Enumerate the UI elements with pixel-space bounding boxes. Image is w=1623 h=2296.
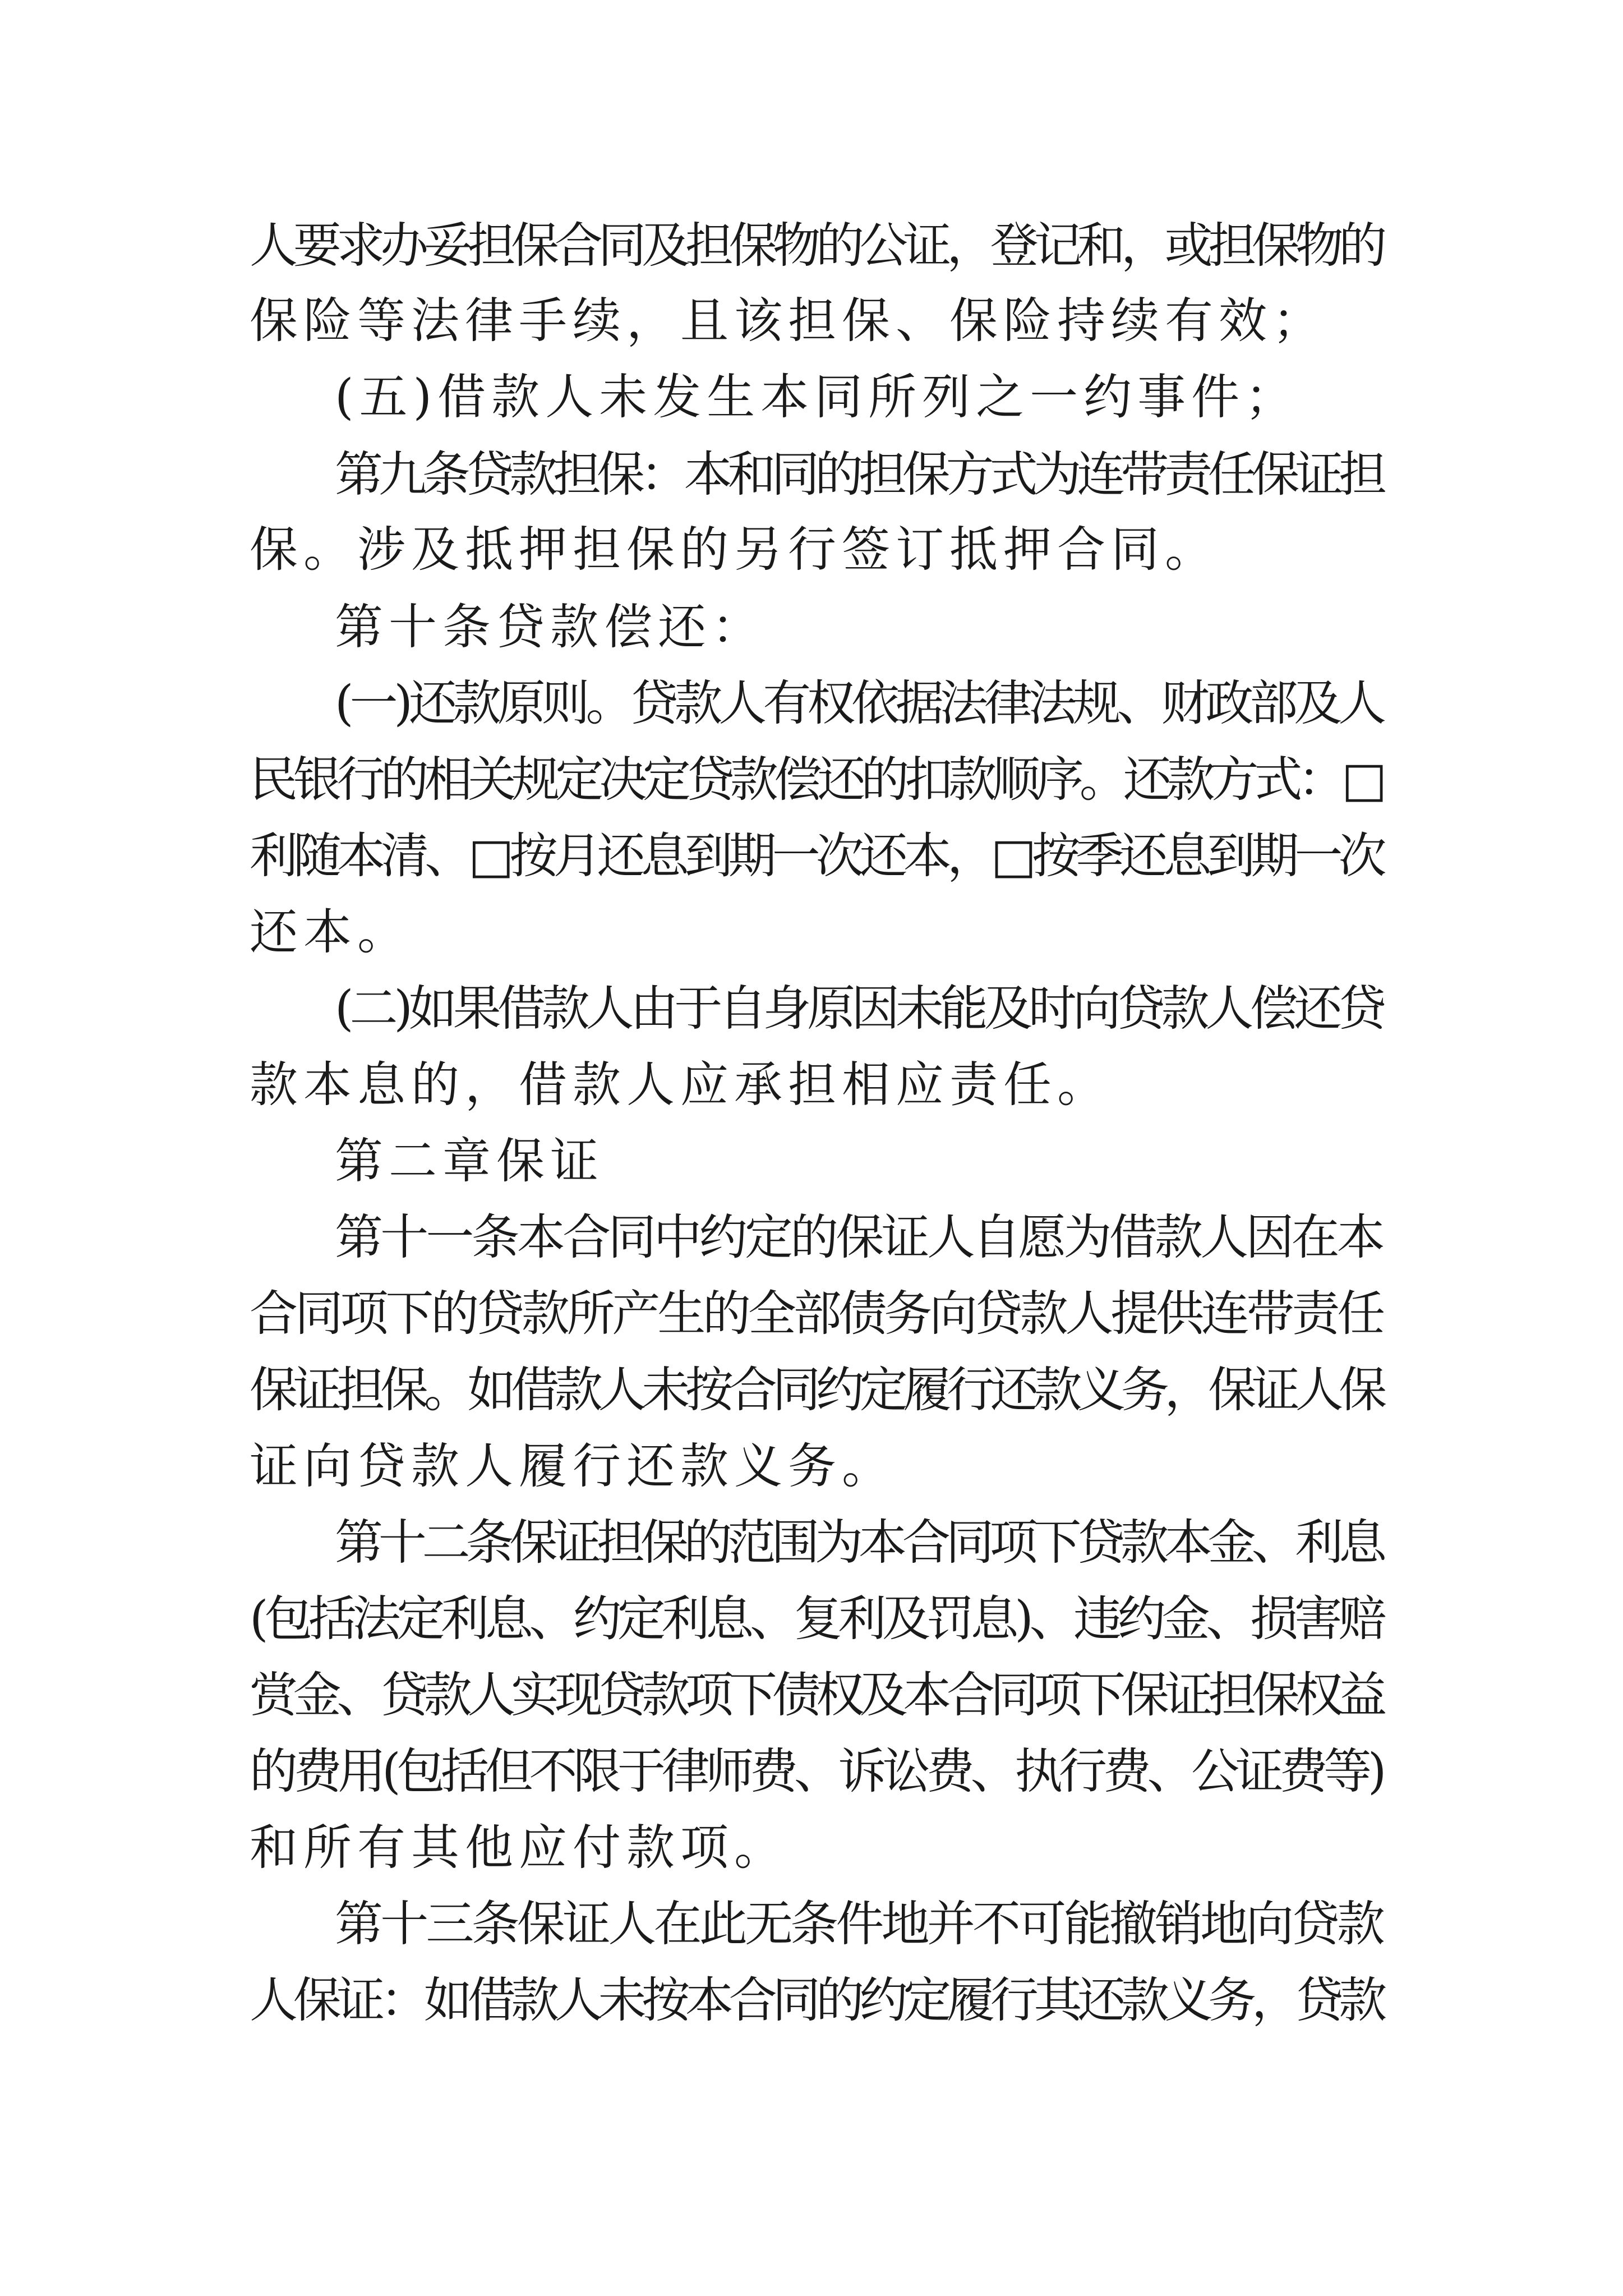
text-line: 的费用(包括但不限于律师费、诉讼费、执行费、公证费等) <box>250 1743 1383 1800</box>
text-line: 民银行的相关规定决定贷款偿还的扣款顺序。还款方式：□ <box>250 752 1383 808</box>
text-line: 第十三条保证人在此无条件地并不可能撤销地向贷款 <box>335 1896 1382 1952</box>
text-line: 赏金、贷款人实现贷款项下债权及本合同项下保证担保权益 <box>250 1667 1382 1723</box>
text-line: (一)还款原则。贷款人有权依据法律法规、财政部及人 <box>335 675 1383 731</box>
text-line: 保证担保。如借款人未按合同约定履行还款义务，保证人保 <box>250 1362 1382 1418</box>
text-line: (五)借款人未发生本同所列之一约事件； <box>335 369 1299 425</box>
text-line: 第十条贷款偿还： <box>335 599 766 655</box>
section-heading: 第二章保证 <box>335 1133 604 1189</box>
text-line: 第九条贷款担保：本和同的担保方式为连带责任保证担 <box>335 447 1382 503</box>
text-line: 和所有其他应付款项。 <box>250 1820 788 1876</box>
text-line: 人保证：如借款人未按本合同的约定履行其还款义务，贷款 <box>250 1972 1382 2028</box>
text-line: 证向贷款人履行还款义务。 <box>250 1438 896 1494</box>
text-line: 还本。 <box>250 904 411 960</box>
text-line: 利随本清、□按月还息到期一次还本，□按季还息到期一次 <box>250 828 1382 884</box>
text-line: 保险等法律手续，且该担保、保险持续有效； <box>250 293 1326 349</box>
text-line: (包括法定利息、约定利息、复利及罚息)、违约金、损害赔 <box>250 1591 1383 1647</box>
text-line: 第十一条本合同中约定的保证人自愿为借款人因在本 <box>335 1209 1382 1266</box>
text-line: 合同项下的贷款所产生的全部债务向贷款人提供连带责任 <box>250 1286 1382 1342</box>
text-line: (二)如果借款人由于自身原因未能及时向贷款人偿还贷 <box>335 981 1383 1037</box>
text-line: 人要求办妥担保合同及担保物的公证，登记和，或担保物的 <box>250 218 1382 274</box>
text-line: 款本息的，借款人应承担相应责任。 <box>250 1057 1111 1113</box>
text-line: 保。涉及抵押担保的另行签订抵押合同。 <box>250 522 1219 578</box>
text-line: 第十二条保证担保的范围为本合同项下贷款本金、利息 <box>335 1515 1382 1571</box>
